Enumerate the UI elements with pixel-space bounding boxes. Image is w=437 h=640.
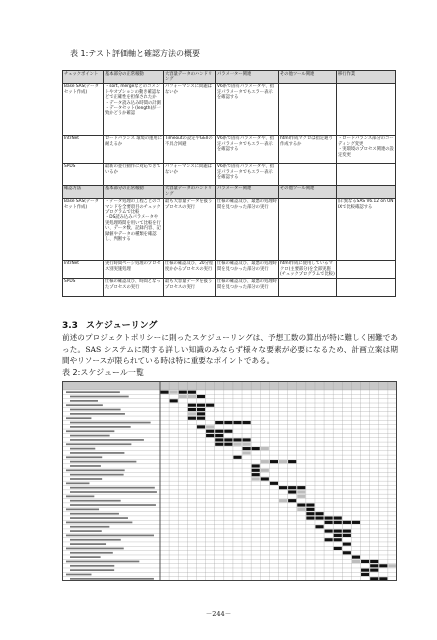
table1-cell: パフォーマンスに問題はないか xyxy=(164,163,216,185)
table1-cell: 実行時間ページ処理のプロセス別実施処理 xyxy=(104,260,164,278)
schedule-bar xyxy=(233,443,241,446)
schedule-bar xyxy=(252,477,260,480)
schedule-bar xyxy=(188,391,196,394)
schedule-row-label xyxy=(70,565,114,567)
schedule-bar xyxy=(170,391,178,394)
table1-cell: V6系で固有パラメータや、指定パラメータでもエラー表示を確認する xyxy=(216,135,279,163)
table1-header-cell: 基本部分の正常稼動 xyxy=(104,71,164,84)
schedule-chart xyxy=(62,381,397,581)
schedule-bar xyxy=(215,430,223,433)
schedule-bar xyxy=(343,530,351,533)
table1-row-spds xyxy=(63,163,396,185)
schedule-row-label xyxy=(66,404,103,406)
section-body-paragraph: 前述のプロジェクトポリシーに則ったスケジューリングは、予想工数の算出が特に難しく困難であった。SAS システムに関する詳しい知識のみならず様々な要素が必要になるため、計画立案は期間やリソースが限られている時は特に重要なポイントである。 xyxy=(62,333,398,365)
section-title: スケジューリング xyxy=(85,321,158,331)
schedule-row-label xyxy=(66,443,131,445)
schedule-bar xyxy=(215,421,223,424)
schedule-row-label xyxy=(70,413,125,415)
table1-cell: 仕様の確認及び、最悪の処理時間を見つかった部分の実行 xyxy=(216,278,279,296)
schedule-bar xyxy=(233,421,241,424)
schedule-bar xyxy=(206,430,214,433)
schedule-bar xyxy=(343,534,351,537)
schedule-bar xyxy=(261,447,269,450)
schedule-bar xyxy=(370,564,378,567)
schedule-bar xyxy=(352,521,360,524)
table1-cell: 最も大容量データを扱うプロセスの実行 xyxy=(164,198,216,260)
schedule-bar xyxy=(315,516,323,519)
schedule-row-label xyxy=(70,435,110,437)
schedule-bar xyxy=(188,417,196,420)
table1-row-intrnet xyxy=(63,135,396,163)
schedule-bar xyxy=(297,495,305,498)
schedule-bar xyxy=(261,460,269,463)
schedule-row-label xyxy=(66,548,124,550)
schedule-bar xyxy=(188,412,196,415)
table1-cell xyxy=(337,83,396,135)
schedule-bar xyxy=(297,486,305,489)
schedule-bar xyxy=(315,525,323,528)
table1-cell: 最新の並行動作に対応できているか xyxy=(104,163,164,185)
schedule-bar xyxy=(243,421,251,424)
schedule-bar xyxy=(379,577,387,580)
table1-header-checkpoints xyxy=(63,71,396,84)
table1-cell: ・sort, mergeなどのコメントやオプションの動き確認などで正確性を担保されたか ・データ読み込み時間の計測 ・データセット(length)が一致かどうか確認 xyxy=(104,83,164,135)
table1-row-intrnet-method xyxy=(63,260,396,278)
table1-cell xyxy=(337,260,396,278)
schedule-row-label xyxy=(70,478,102,480)
table1-cell: SPDS xyxy=(63,163,104,185)
schedule-row-label xyxy=(70,474,124,476)
table1-header-cell: 移行作業 xyxy=(337,71,396,84)
schedule-bar xyxy=(224,430,232,433)
schedule-bar xyxy=(197,395,205,398)
schedule-bar xyxy=(243,443,251,446)
schedule-bar xyxy=(188,404,196,407)
table1-cell: SPDS xyxy=(63,278,104,296)
schedule-row-label xyxy=(70,526,109,528)
schedule-bar xyxy=(325,521,333,524)
schedule-bar xyxy=(334,521,342,524)
schedule-row-label xyxy=(70,400,98,402)
schedule-bar xyxy=(279,460,287,463)
schedule-bar xyxy=(352,560,360,563)
schedule-bar xyxy=(334,547,342,550)
schedule-bar xyxy=(361,560,369,563)
table1-cell: 最も大容量データを扱うプロセスの実行 xyxy=(164,278,216,296)
table1-cell: ロードバランス 環境の運用に耐えるか xyxy=(104,135,164,163)
table1-cell xyxy=(279,163,337,185)
schedule-row-label xyxy=(66,522,132,524)
schedule-bar xyxy=(370,577,378,580)
table1-header-cell: 基本部分の正常稼動 xyxy=(104,185,164,198)
schedule-bar xyxy=(243,451,251,454)
table1-cell: Timeoutの設定やGEIIの不具合回避 xyxy=(164,135,216,163)
table1-cell: html作成マクロは指定通り作成するか xyxy=(279,135,337,163)
schedule-row-label xyxy=(70,500,121,502)
schedule-row-label xyxy=(66,417,91,419)
table1-cell: html作成に使用しているマクロ(主要部分)を全部実施(チェックプログラムで比較) xyxy=(280,261,335,277)
table1-row-spds-method xyxy=(63,278,396,296)
schedule-bar xyxy=(370,560,378,563)
schedule-row-label xyxy=(70,513,119,515)
schedule-bar xyxy=(288,499,296,502)
schedule-row-label xyxy=(70,426,131,428)
schedule-bar xyxy=(224,421,232,424)
table1-cell: ・データ処理の工程ごとのコマンドを全要項目のチェックプログラムで比較 ・DS読み込みパラメータや実処理時間を用いて比較を行い、データ数、記録内容、記録値やデータの種類を確認し、判断する xyxy=(104,198,164,260)
table1-header-cell: その他ツール関連 xyxy=(279,71,337,84)
table1-header-cell: パラメ一ター関連 xyxy=(216,71,279,84)
schedule-bar xyxy=(297,508,305,511)
table1-cell xyxy=(279,198,337,260)
table1-header-methods xyxy=(63,185,396,198)
table1-cell xyxy=(337,163,396,185)
schedule-bar xyxy=(197,425,205,428)
table1-header-cell: 確認方法 xyxy=(63,185,104,198)
table1-header-cell: その他ツール関連 xyxy=(279,185,337,198)
schedule-row-label xyxy=(70,543,106,545)
schedule-bar xyxy=(361,573,369,576)
schedule-bar xyxy=(334,516,342,519)
schedule-header-band xyxy=(63,382,397,390)
table1-header-cell: チェックポイント xyxy=(63,71,104,84)
table1-cell: 仕様の確認及び、時間となったプロセスの実行 xyxy=(104,278,164,296)
schedule-bar xyxy=(197,412,205,415)
schedule-bar xyxy=(325,530,333,533)
schedule-bar xyxy=(279,499,287,502)
schedule-row-label xyxy=(70,422,151,424)
schedule-row-label xyxy=(70,439,144,441)
schedule-bar xyxy=(233,438,241,441)
table1-row-base-sas-method xyxy=(63,198,396,260)
schedule-bar xyxy=(224,438,232,441)
schedule-bar xyxy=(270,460,278,463)
table1-cell: パフォーマンスに問題はないか xyxy=(164,83,216,135)
schedule-row-label xyxy=(70,448,95,450)
schedule-row-label xyxy=(66,574,91,576)
table1-header-cell: 大容量データのハンドリング xyxy=(164,185,216,198)
table1-row-base-sas xyxy=(63,83,396,135)
schedule-bar xyxy=(197,417,205,420)
table1-cell: 仕様の確認及び、20分程度かかるプロセスの実行 xyxy=(164,260,216,278)
schedule-bar xyxy=(161,391,169,394)
schedule-bar xyxy=(343,551,351,554)
schedule-bar xyxy=(215,434,223,437)
schedule-bar xyxy=(188,408,196,411)
schedule-row-label xyxy=(70,461,136,463)
schedule-bar xyxy=(206,404,214,407)
evaluation-axis-table xyxy=(62,70,396,297)
table1-header-cell: パラメーター関連 xyxy=(216,185,279,198)
schedule-bar xyxy=(306,512,314,515)
table1-header-cell: 大容量データのハンドリング xyxy=(164,71,216,84)
schedule-bar xyxy=(197,404,205,407)
schedule-bar xyxy=(361,569,369,572)
table1-cell xyxy=(279,278,337,296)
table1-cell: ・ロードバランス部分のコーディング変更 ・実環境のプロセス関連の設定変更 xyxy=(337,135,396,163)
table1-cell: IntrNet xyxy=(63,260,104,278)
schedule-row-label xyxy=(70,539,121,541)
schedule-bar xyxy=(197,408,205,411)
table1-cell: V6系で固有パラメータや、指定パラメータでもエラー表示を確認する xyxy=(216,83,279,135)
schedule-bar xyxy=(334,534,342,537)
schedule-row-label xyxy=(70,491,157,493)
schedule-chart-graphic xyxy=(63,382,397,581)
schedule-row-label xyxy=(66,469,125,471)
schedule-row-label xyxy=(66,509,99,511)
schedule-bar xyxy=(306,508,314,511)
schedule-row-label xyxy=(66,430,114,432)
schedule-row-label xyxy=(70,409,121,411)
schedule-bar xyxy=(315,512,323,515)
schedule-bar xyxy=(306,503,314,506)
schedule-bar xyxy=(170,399,178,402)
table1-cell xyxy=(337,278,396,296)
schedule-bar xyxy=(252,469,260,472)
table1-cell: IntrNet xyxy=(63,135,104,163)
schedule-row-label xyxy=(66,561,139,563)
schedule-row-label xyxy=(66,482,89,484)
schedule-row-label xyxy=(70,452,124,454)
schedule-bar xyxy=(306,516,314,519)
table2-caption: 表 2:スケジュール一覧 xyxy=(62,368,144,377)
schedule-row-label xyxy=(70,504,156,506)
schedule-bar xyxy=(288,490,296,493)
schedule-bar xyxy=(343,521,351,524)
schedule-bar xyxy=(388,564,396,567)
schedule-bar xyxy=(252,464,260,467)
schedule-bar xyxy=(188,395,196,398)
schedule-row-label xyxy=(66,456,102,458)
schedule-row-label xyxy=(70,556,101,558)
table1-header-cell xyxy=(337,185,396,198)
schedule-row-label xyxy=(70,552,113,554)
schedule-bar xyxy=(379,564,387,567)
table1-cell: V6系で固有パラメータや、指定パラメータでもエラー表示を確認する xyxy=(216,163,279,185)
schedule-bar xyxy=(206,425,214,428)
schedule-bar xyxy=(243,438,251,441)
table1-cell: Base SAS(データセット作成) xyxy=(63,198,104,260)
schedule-row-label xyxy=(66,535,154,537)
schedule-bar xyxy=(252,473,260,476)
schedule-bar xyxy=(334,538,342,541)
schedule-row-label xyxy=(66,495,94,497)
table1-cell: 仕様の確認及び、最悪の処理時間を見つかった部分の実行 xyxy=(216,260,279,278)
schedule-bar xyxy=(325,516,333,519)
schedule-bar xyxy=(270,482,278,485)
section-heading xyxy=(62,318,157,331)
page-number: －244－ xyxy=(205,610,232,618)
schedule-row-label xyxy=(70,569,114,571)
table1-cell: 旧:異なるSAS V6.12 on UNIXで比較確認する xyxy=(337,198,396,260)
schedule-bar xyxy=(224,443,232,446)
table1-cell: 仕様の確認及び、最悪の処理時間を見つかった部分の実行 xyxy=(216,198,279,260)
table1-cell xyxy=(279,83,337,135)
schedule-bar xyxy=(215,443,223,446)
schedule-row-label xyxy=(66,391,120,393)
schedule-bar xyxy=(179,395,187,398)
schedule-row-label xyxy=(70,517,128,519)
schedule-bar xyxy=(297,490,305,493)
schedule-row-label xyxy=(70,530,102,532)
schedule-bar xyxy=(288,460,296,463)
schedule-bar xyxy=(297,503,305,506)
schedule-bar xyxy=(206,434,214,437)
schedule-bar xyxy=(352,556,360,559)
schedule-row-label xyxy=(70,465,101,467)
schedule-row-label xyxy=(70,396,129,398)
schedule-bar xyxy=(179,391,187,394)
table1-cell: Base SAS(データセット作成) xyxy=(63,83,104,135)
schedule-bar xyxy=(261,469,269,472)
schedule-bar xyxy=(370,569,378,572)
schedule-row-label xyxy=(70,487,155,489)
schedule-bar xyxy=(261,477,269,480)
schedule-bar xyxy=(243,447,251,450)
schedule-bar xyxy=(343,543,351,546)
schedule-bar xyxy=(288,486,296,489)
section-number: 3.3 xyxy=(62,321,78,331)
schedule-bar xyxy=(279,486,287,489)
schedule-bar xyxy=(252,447,260,450)
schedule-row-label xyxy=(70,578,154,580)
schedule-bar xyxy=(215,438,223,441)
schedule-bar xyxy=(325,538,333,541)
table1-caption: 表 1:テスト評価軸と確認方法の概要 xyxy=(70,49,201,58)
schedule-bar xyxy=(233,456,241,459)
schedule-bar xyxy=(334,530,342,533)
